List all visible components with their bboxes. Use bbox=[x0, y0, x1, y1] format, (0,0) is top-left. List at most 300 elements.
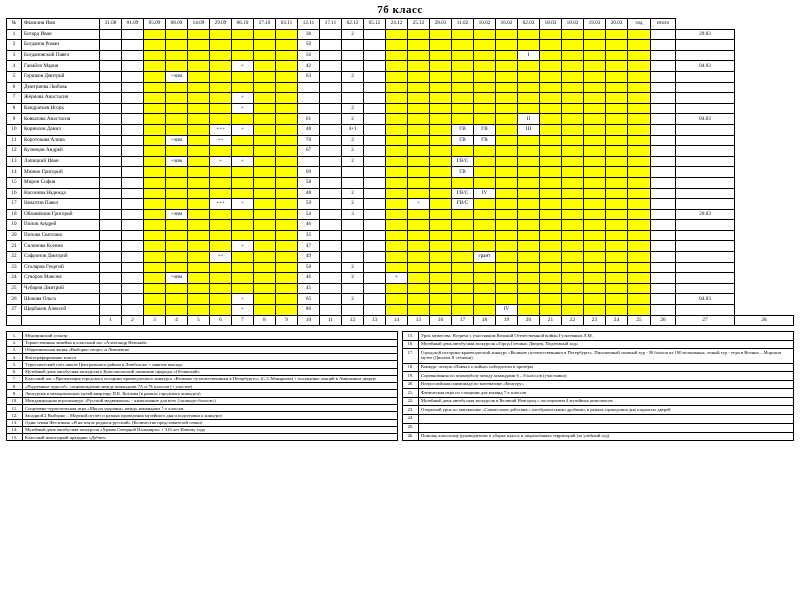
activity-cell bbox=[210, 283, 232, 294]
activity-cell bbox=[364, 71, 386, 82]
activity-cell bbox=[100, 283, 122, 294]
activity-cell bbox=[100, 167, 122, 178]
row-number: 17 bbox=[7, 199, 22, 210]
activity-cell bbox=[540, 220, 562, 231]
activity-cell bbox=[122, 135, 144, 146]
activity-cell bbox=[606, 188, 628, 199]
total-cell bbox=[676, 71, 735, 82]
legend-row bbox=[403, 332, 794, 341]
legend-row bbox=[7, 368, 398, 375]
activity-cell bbox=[144, 283, 166, 294]
activity-cell bbox=[100, 220, 122, 231]
activity-cell bbox=[430, 294, 452, 305]
activity-cell bbox=[144, 114, 166, 125]
footer-index: 11 bbox=[320, 315, 342, 326]
table-row bbox=[7, 230, 794, 241]
activity-cell bbox=[254, 262, 276, 273]
row-number: 24 bbox=[7, 273, 22, 284]
activity-cell bbox=[122, 273, 144, 284]
activity-cell bbox=[584, 220, 606, 231]
activity-cell bbox=[122, 241, 144, 252]
row-number: 9 bbox=[7, 114, 22, 125]
activity-cell: 4+1 bbox=[342, 124, 364, 135]
activity-cell bbox=[232, 29, 254, 40]
activity-cell bbox=[100, 124, 122, 135]
activity-cell bbox=[408, 262, 430, 273]
activity-cell bbox=[496, 71, 518, 82]
activity-cell bbox=[386, 156, 408, 167]
activity-cell bbox=[452, 294, 474, 305]
header-date: 06.10 bbox=[232, 19, 254, 30]
activity-cell bbox=[452, 61, 474, 72]
year-cell bbox=[651, 188, 676, 199]
activity-cell: 2 bbox=[342, 103, 364, 114]
activity-cell bbox=[144, 124, 166, 135]
year-cell bbox=[651, 135, 676, 146]
activity-cell bbox=[320, 188, 342, 199]
activity-cell bbox=[584, 61, 606, 72]
legend-text: Общешкольная акция «Выборно спорт» и Лежневско bbox=[23, 346, 398, 353]
activity-cell: I bbox=[518, 50, 540, 61]
table-row bbox=[7, 252, 794, 263]
student-name: Жёрнова Анастасия bbox=[22, 93, 100, 104]
activity-cell bbox=[452, 241, 474, 252]
row-number: 13 bbox=[7, 156, 22, 167]
activity-cell bbox=[122, 294, 144, 305]
activity-cell bbox=[386, 199, 408, 210]
activity-cell bbox=[518, 103, 540, 114]
activity-cell bbox=[144, 103, 166, 114]
activity-cell: ГВ/С bbox=[452, 199, 474, 210]
activity-cell: + bbox=[408, 199, 430, 210]
activity-cell bbox=[474, 114, 496, 125]
legend-number: 11. bbox=[7, 405, 23, 412]
activity-cell bbox=[408, 135, 430, 146]
activity-cell bbox=[496, 61, 518, 72]
activity-cell bbox=[100, 135, 122, 146]
activity-cell bbox=[276, 71, 298, 82]
activity-cell bbox=[276, 252, 298, 263]
legend-text: Туристический слёт школа Центрального района в Лемболово + занятие выезды bbox=[23, 361, 398, 368]
activity-cell bbox=[232, 135, 254, 146]
row-number: 11 bbox=[7, 135, 22, 146]
legend-text: Один семьи Фестиваль «Я на земле родился русский» (Количество представителей семьи) bbox=[23, 419, 398, 426]
activity-cell: 59 bbox=[298, 199, 320, 210]
activity-cell bbox=[100, 146, 122, 157]
activity-cell bbox=[584, 273, 606, 284]
activity-cell bbox=[540, 135, 562, 146]
legend-number: 5. bbox=[7, 361, 23, 368]
activity-cell bbox=[606, 114, 628, 125]
activity-cell bbox=[628, 283, 651, 294]
legend-number: 18. bbox=[403, 363, 419, 372]
header-date: 10.02 bbox=[474, 19, 496, 30]
activity-cell bbox=[320, 294, 342, 305]
activity-cell bbox=[276, 199, 298, 210]
activity-cell bbox=[628, 103, 651, 114]
activity-cell bbox=[122, 188, 144, 199]
activity-cell bbox=[254, 305, 276, 316]
activity-cell bbox=[518, 188, 540, 199]
legend-number: 2. bbox=[7, 339, 23, 346]
activity-cell bbox=[386, 230, 408, 241]
activity-cell bbox=[408, 177, 430, 188]
year-cell bbox=[651, 124, 676, 135]
row-number: 20 bbox=[7, 230, 22, 241]
activity-cell bbox=[562, 220, 584, 231]
activity-cell: ГВ/С bbox=[452, 188, 474, 199]
activity-cell bbox=[210, 273, 232, 284]
activity-cell bbox=[364, 124, 386, 135]
activity-cell bbox=[496, 29, 518, 40]
activity-cell: ГВ bbox=[474, 135, 496, 146]
row-number: 14 bbox=[7, 167, 22, 178]
total-cell bbox=[676, 273, 735, 284]
footer-index: 19 bbox=[496, 315, 518, 326]
legend-number: 3. bbox=[7, 346, 23, 353]
activity-cell bbox=[518, 230, 540, 241]
header-total: итого bbox=[651, 19, 676, 30]
activity-cell bbox=[320, 262, 342, 273]
activity-cell bbox=[232, 146, 254, 157]
activity-cell bbox=[386, 220, 408, 231]
activity-cell bbox=[496, 283, 518, 294]
footer-index: 24 bbox=[606, 315, 628, 326]
activity-cell bbox=[232, 262, 254, 273]
table-row bbox=[7, 29, 794, 40]
activity-cell bbox=[540, 114, 562, 125]
activity-cell bbox=[210, 29, 232, 40]
legend-row bbox=[7, 405, 398, 412]
activity-cell bbox=[518, 29, 540, 40]
activity-cell bbox=[628, 209, 651, 220]
student-name: Лапицкий Иван bbox=[22, 156, 100, 167]
activity-cell bbox=[144, 252, 166, 263]
activity-cell bbox=[474, 82, 496, 93]
activity-cell bbox=[320, 40, 342, 51]
activity-cell bbox=[320, 71, 342, 82]
legend-number: 6. bbox=[7, 368, 23, 375]
attendance-table bbox=[6, 18, 794, 326]
year-cell bbox=[651, 230, 676, 241]
row-number: 22 bbox=[7, 252, 22, 263]
activity-cell bbox=[364, 29, 386, 40]
student-name: Кузнецов Андрей bbox=[22, 146, 100, 157]
total-cell bbox=[676, 93, 735, 104]
total-cell: 04.03 bbox=[676, 114, 735, 125]
legend-number: 21. bbox=[403, 389, 419, 398]
activity-cell bbox=[144, 220, 166, 231]
activity-cell bbox=[584, 40, 606, 51]
activity-cell bbox=[254, 146, 276, 157]
activity-cell bbox=[342, 241, 364, 252]
activity-cell bbox=[386, 103, 408, 114]
activity-cell bbox=[628, 252, 651, 263]
activity-cell bbox=[144, 71, 166, 82]
activity-cell bbox=[518, 252, 540, 263]
activity-cell bbox=[474, 262, 496, 273]
header-date: 19.03 bbox=[584, 19, 606, 30]
header-date: 24.12 bbox=[386, 19, 408, 30]
activity-cell bbox=[562, 146, 584, 157]
activity-cell: 58 bbox=[298, 177, 320, 188]
activity-cell bbox=[188, 156, 210, 167]
student-name: Мирон София bbox=[22, 177, 100, 188]
activity-cell bbox=[144, 230, 166, 241]
activity-cell bbox=[210, 71, 232, 82]
activity-cell bbox=[386, 82, 408, 93]
header-date: 12.11 bbox=[298, 19, 320, 30]
activity-cell bbox=[122, 146, 144, 157]
activity-cell bbox=[166, 61, 188, 72]
activity-cell bbox=[584, 252, 606, 263]
activity-cell bbox=[166, 114, 188, 125]
activity-cell bbox=[474, 167, 496, 178]
activity-cell bbox=[188, 230, 210, 241]
legend-number: 9. bbox=[7, 390, 23, 397]
activity-cell bbox=[474, 220, 496, 231]
activity-cell bbox=[320, 209, 342, 220]
legend-row bbox=[7, 397, 398, 404]
activity-cell: 56 bbox=[298, 50, 320, 61]
footer-index: 10 bbox=[298, 315, 320, 326]
student-name: Сафронов Дмитрий bbox=[22, 252, 100, 263]
activity-cell bbox=[364, 209, 386, 220]
activity-cell bbox=[430, 114, 452, 125]
activity-cell bbox=[188, 124, 210, 135]
activity-cell bbox=[122, 156, 144, 167]
activity-cell bbox=[540, 188, 562, 199]
activity-cell bbox=[210, 50, 232, 61]
legend-text: Всероссийская олимпиада по математике «Кенгуру» bbox=[419, 380, 794, 389]
table-row bbox=[7, 40, 794, 51]
table-row bbox=[7, 209, 794, 220]
activity-cell bbox=[232, 283, 254, 294]
legend-number: 8. bbox=[7, 383, 23, 390]
activity-cell bbox=[210, 241, 232, 252]
activity-cell bbox=[188, 135, 210, 146]
activity-cell bbox=[232, 71, 254, 82]
activity-cell bbox=[606, 177, 628, 188]
activity-cell: 47 bbox=[298, 241, 320, 252]
header-date: 25.12 bbox=[408, 19, 430, 30]
activity-cell: 63 bbox=[298, 71, 320, 82]
activity-cell bbox=[188, 209, 210, 220]
student-name: Богард Иван bbox=[22, 29, 100, 40]
activity-cell bbox=[342, 305, 364, 316]
activity-cell bbox=[210, 40, 232, 51]
activity-cell bbox=[628, 61, 651, 72]
activity-cell bbox=[540, 230, 562, 241]
activity-cell bbox=[452, 283, 474, 294]
student-name: Насонова Надежда bbox=[22, 188, 100, 199]
activity-cell bbox=[430, 241, 452, 252]
table-row bbox=[7, 71, 794, 82]
activity-cell bbox=[518, 220, 540, 231]
legend-right bbox=[402, 331, 794, 441]
activity-cell bbox=[364, 103, 386, 114]
activity-cell bbox=[562, 135, 584, 146]
activity-cell: 2 bbox=[342, 71, 364, 82]
student-name: Никитин Павел bbox=[22, 199, 100, 210]
activity-cell bbox=[496, 135, 518, 146]
activity-cell bbox=[364, 252, 386, 263]
activity-cell bbox=[452, 177, 474, 188]
activity-cell bbox=[342, 177, 364, 188]
activity-cell bbox=[144, 93, 166, 104]
activity-cell bbox=[166, 220, 188, 231]
activity-cell bbox=[408, 29, 430, 40]
activity-cell bbox=[518, 273, 540, 284]
year-cell bbox=[651, 252, 676, 263]
activity-cell bbox=[540, 241, 562, 252]
activity-cell bbox=[628, 262, 651, 273]
activity-cell bbox=[540, 273, 562, 284]
year-cell bbox=[651, 61, 676, 72]
activity-cell bbox=[540, 71, 562, 82]
activity-cell: + bbox=[232, 305, 254, 316]
table-row bbox=[7, 50, 794, 61]
activity-cell bbox=[496, 262, 518, 273]
activity-cell bbox=[386, 262, 408, 273]
table-row bbox=[7, 177, 794, 188]
activity-cell bbox=[342, 93, 364, 104]
activity-cell bbox=[540, 103, 562, 114]
activity-cell bbox=[122, 220, 144, 231]
activity-cell: + bbox=[232, 156, 254, 167]
row-number: 21 bbox=[7, 241, 22, 252]
year-cell bbox=[651, 93, 676, 104]
activity-cell bbox=[276, 241, 298, 252]
activity-cell bbox=[430, 103, 452, 114]
student-name: Шокова Ольга bbox=[22, 294, 100, 305]
total-cell bbox=[676, 252, 735, 263]
student-name: Кандратьев Игорь bbox=[22, 103, 100, 114]
student-name: Дмитриева Любовь bbox=[22, 82, 100, 93]
activity-cell bbox=[430, 230, 452, 241]
year-cell bbox=[651, 29, 676, 40]
activity-cell bbox=[518, 146, 540, 157]
activity-cell bbox=[298, 93, 320, 104]
student-name: Коротокова Алина bbox=[22, 135, 100, 146]
activity-cell bbox=[628, 29, 651, 40]
header-date: 27.10 bbox=[254, 19, 276, 30]
activity-cell bbox=[496, 50, 518, 61]
activity-cell bbox=[562, 167, 584, 178]
activity-cell bbox=[496, 294, 518, 305]
year-cell bbox=[651, 283, 676, 294]
activity-cell bbox=[100, 71, 122, 82]
legend-text: «Подземные чудеса!»: сопровождение между командами 7А и 7Б классов (+ участие) bbox=[23, 383, 398, 390]
activity-cell bbox=[540, 61, 562, 72]
activity-cell bbox=[254, 50, 276, 61]
activity-cell bbox=[188, 61, 210, 72]
activity-cell bbox=[474, 305, 496, 316]
activity-cell bbox=[496, 156, 518, 167]
activity-cell bbox=[254, 135, 276, 146]
total-cell bbox=[676, 103, 735, 114]
year-cell bbox=[651, 82, 676, 93]
activity-cell bbox=[628, 114, 651, 125]
activity-cell bbox=[606, 230, 628, 241]
activity-cell bbox=[276, 146, 298, 157]
activity-cell bbox=[496, 241, 518, 252]
activity-cell bbox=[606, 103, 628, 114]
activity-cell bbox=[430, 220, 452, 231]
activity-cell bbox=[606, 273, 628, 284]
header-date: 17.11 bbox=[320, 19, 342, 30]
activity-cell: 2 bbox=[342, 262, 364, 273]
table-row bbox=[7, 156, 794, 167]
activity-cell bbox=[430, 167, 452, 178]
activity-cell bbox=[408, 209, 430, 220]
activity-cell bbox=[430, 135, 452, 146]
activity-cell bbox=[276, 135, 298, 146]
legend-text bbox=[419, 414, 794, 423]
year-cell bbox=[651, 177, 676, 188]
footer-index: 9 bbox=[276, 315, 298, 326]
activity-cell bbox=[122, 82, 144, 93]
student-name: Щербаков Алексей bbox=[22, 305, 100, 316]
activity-cell bbox=[408, 156, 430, 167]
activity-cell bbox=[474, 156, 496, 167]
activity-cell: 50 bbox=[298, 40, 320, 51]
activity-cell bbox=[254, 294, 276, 305]
activity-cell bbox=[606, 29, 628, 40]
header-date: 03.11 bbox=[276, 19, 298, 30]
activity-cell bbox=[364, 199, 386, 210]
activity-cell bbox=[254, 124, 276, 135]
activity-cell bbox=[276, 40, 298, 51]
legend-number: 26. bbox=[403, 432, 419, 441]
activity-cell: 2 bbox=[342, 294, 364, 305]
activity-cell bbox=[364, 167, 386, 178]
legend-row bbox=[403, 349, 794, 364]
activity-cell: ГВ bbox=[452, 135, 474, 146]
row-number: 10 bbox=[7, 124, 22, 135]
activity-cell: 2 bbox=[342, 146, 364, 157]
table-row bbox=[7, 114, 794, 125]
header-date: 31.08 bbox=[100, 19, 122, 30]
activity-cell bbox=[430, 50, 452, 61]
activity-cell bbox=[562, 230, 584, 241]
activity-cell bbox=[342, 230, 364, 241]
activity-cell: 54 bbox=[298, 209, 320, 220]
activity-cell bbox=[100, 188, 122, 199]
activity-cell bbox=[540, 29, 562, 40]
activity-cell bbox=[606, 50, 628, 61]
legend-row bbox=[7, 354, 398, 361]
activity-cell bbox=[320, 82, 342, 93]
legend-row bbox=[403, 372, 794, 381]
activity-cell bbox=[408, 252, 430, 263]
activity-cell bbox=[276, 82, 298, 93]
activity-cell bbox=[122, 50, 144, 61]
legend-number: 23. bbox=[403, 406, 419, 415]
year-cell bbox=[651, 167, 676, 178]
year-cell bbox=[651, 220, 676, 231]
table-row bbox=[7, 220, 794, 231]
activity-cell bbox=[408, 241, 430, 252]
activity-cell bbox=[276, 93, 298, 104]
activity-cell: 48 bbox=[298, 124, 320, 135]
row-number: 1 bbox=[7, 29, 22, 40]
row-number: 26 bbox=[7, 294, 22, 305]
activity-cell bbox=[562, 124, 584, 135]
legend-row bbox=[7, 419, 398, 426]
table-row bbox=[7, 188, 794, 199]
activity-cell bbox=[518, 71, 540, 82]
